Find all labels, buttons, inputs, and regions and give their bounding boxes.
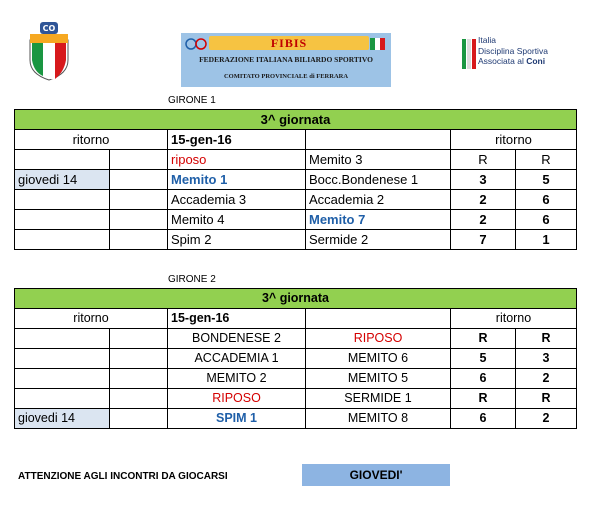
- coni-rings-icon: [185, 35, 207, 53]
- day-cell: [15, 210, 110, 230]
- table-row: [15, 210, 577, 230]
- result-away: 6: [516, 190, 577, 210]
- table-row: [15, 230, 577, 250]
- home-team: MEMITO 2: [168, 369, 306, 389]
- table-row: [15, 150, 577, 170]
- away-team: Memito 7: [306, 210, 451, 230]
- blank-cell: [110, 409, 168, 429]
- girone1-header-row: [15, 130, 577, 150]
- day-cell: [15, 329, 110, 349]
- girone2-hdr-date: 15-gen-16: [168, 309, 306, 329]
- girone2-table: [14, 288, 577, 429]
- away-team: MEMITO 6: [306, 349, 451, 369]
- result-away: 2: [516, 369, 577, 389]
- home-team: Memito 1: [168, 170, 306, 190]
- home-team: ACCADEMIA 1: [168, 349, 306, 369]
- result-away: 1: [516, 230, 577, 250]
- away-team: Bocc.Bondenese 1: [306, 170, 451, 190]
- blank-cell: [110, 389, 168, 409]
- day-cell: [15, 190, 110, 210]
- result-home: 6: [451, 409, 516, 429]
- coni-text-block: [478, 35, 548, 67]
- girone1-hdr-ritorno-right: ritorno: [451, 130, 577, 150]
- girone1-hdr-ritorno-left: ritorno: [15, 130, 168, 150]
- home-team: SPIM 1: [168, 409, 306, 429]
- result-away: R: [516, 389, 577, 409]
- result-away: R: [516, 329, 577, 349]
- away-team: Accademia 2: [306, 190, 451, 210]
- day-cell: [15, 389, 110, 409]
- table-row: [15, 369, 577, 389]
- girone1-title-row: [15, 110, 577, 130]
- girone1-hdr-date: 15-gen-16: [168, 130, 306, 150]
- girone2-title-row: [15, 289, 577, 309]
- table-row: [15, 389, 577, 409]
- girone2-label: GIRONE 2: [168, 274, 216, 285]
- coni-italia: Italia: [478, 35, 496, 45]
- table-row: [15, 329, 577, 349]
- home-team: RIPOSO: [168, 389, 306, 409]
- table-row: [15, 170, 577, 190]
- fibis-banner-title: FIBIS: [209, 36, 369, 50]
- away-team: Sermide 2: [306, 230, 451, 250]
- away-team: SERMIDE 1: [306, 389, 451, 409]
- home-team: BONDENESE 2: [168, 329, 306, 349]
- home-team: Memito 4: [168, 210, 306, 230]
- result-home: 2: [451, 210, 516, 230]
- girone1-table: [14, 109, 577, 250]
- warning-text: ATTENZIONE AGLI INCONTRI DA GIOCARSI: [18, 471, 228, 482]
- fibis-shield-logo: [26, 22, 72, 82]
- girone1-label: GIRONE 1: [168, 95, 216, 106]
- result-away: R: [516, 150, 577, 170]
- fibis-banner-subtitle: COMITATO PROVINCIALE di FERRARA: [223, 73, 349, 80]
- blank-cell: [110, 190, 168, 210]
- day-cell: [15, 369, 110, 389]
- home-team: Spim 2: [168, 230, 306, 250]
- result-home: 5: [451, 349, 516, 369]
- girone2-title: 3^ giornata: [15, 289, 577, 309]
- blank-cell: [110, 230, 168, 250]
- girone2-hdr-ritorno-left: ritorno: [15, 309, 168, 329]
- result-home: R: [451, 329, 516, 349]
- blank-cell: [110, 210, 168, 230]
- day-cell: giovedi 14: [15, 409, 110, 429]
- girone2-hdr-ritorno-right: ritorno: [451, 309, 577, 329]
- italy-flag-icon: [369, 35, 387, 53]
- blank-cell: [110, 170, 168, 190]
- day-cell: [15, 230, 110, 250]
- table-row: [15, 409, 577, 429]
- result-away: 6: [516, 210, 577, 230]
- away-team: MEMITO 5: [306, 369, 451, 389]
- away-team: Memito 3: [306, 150, 451, 170]
- result-away: 5: [516, 170, 577, 190]
- girone1-hdr-blank: [306, 130, 451, 150]
- away-team: MEMITO 8: [306, 409, 451, 429]
- home-team: Accademia 3: [168, 190, 306, 210]
- day-cell: [15, 349, 110, 369]
- blank-cell: [110, 349, 168, 369]
- girone2-hdr-blank: [306, 309, 451, 329]
- giovedi-label: GIOVEDI': [302, 464, 450, 486]
- result-home: 6: [451, 369, 516, 389]
- coni-associata: Associata al Coni: [478, 56, 546, 66]
- away-team: RIPOSO: [306, 329, 451, 349]
- fibis-banner-fullname: FEDERAZIONE ITALIANA BILIARDO SPORTIVO: [199, 55, 373, 64]
- girone2-header-row: [15, 309, 577, 329]
- result-home: 3: [451, 170, 516, 190]
- blank-cell: [110, 369, 168, 389]
- fibis-federation-banner: [181, 33, 391, 87]
- day-cell: [15, 150, 110, 170]
- table-row: [15, 190, 577, 210]
- svg-text:CO: CO: [42, 24, 56, 33]
- girone1-title: 3^ giornata: [15, 110, 577, 130]
- coni-disciplina: Disciplina Sportiva: [478, 45, 548, 56]
- home-team: riposo: [168, 150, 306, 170]
- result-home: R: [451, 389, 516, 409]
- result-home: 7: [451, 230, 516, 250]
- day-cell: giovedi 14: [15, 170, 110, 190]
- coni-flag-icon: [460, 37, 478, 71]
- table-row: [15, 349, 577, 369]
- blank-cell: [110, 150, 168, 170]
- result-home: R: [451, 150, 516, 170]
- coni-logo: [460, 33, 560, 73]
- result-home: 2: [451, 190, 516, 210]
- blank-cell: [110, 329, 168, 349]
- result-away: 2: [516, 409, 577, 429]
- result-away: 3: [516, 349, 577, 369]
